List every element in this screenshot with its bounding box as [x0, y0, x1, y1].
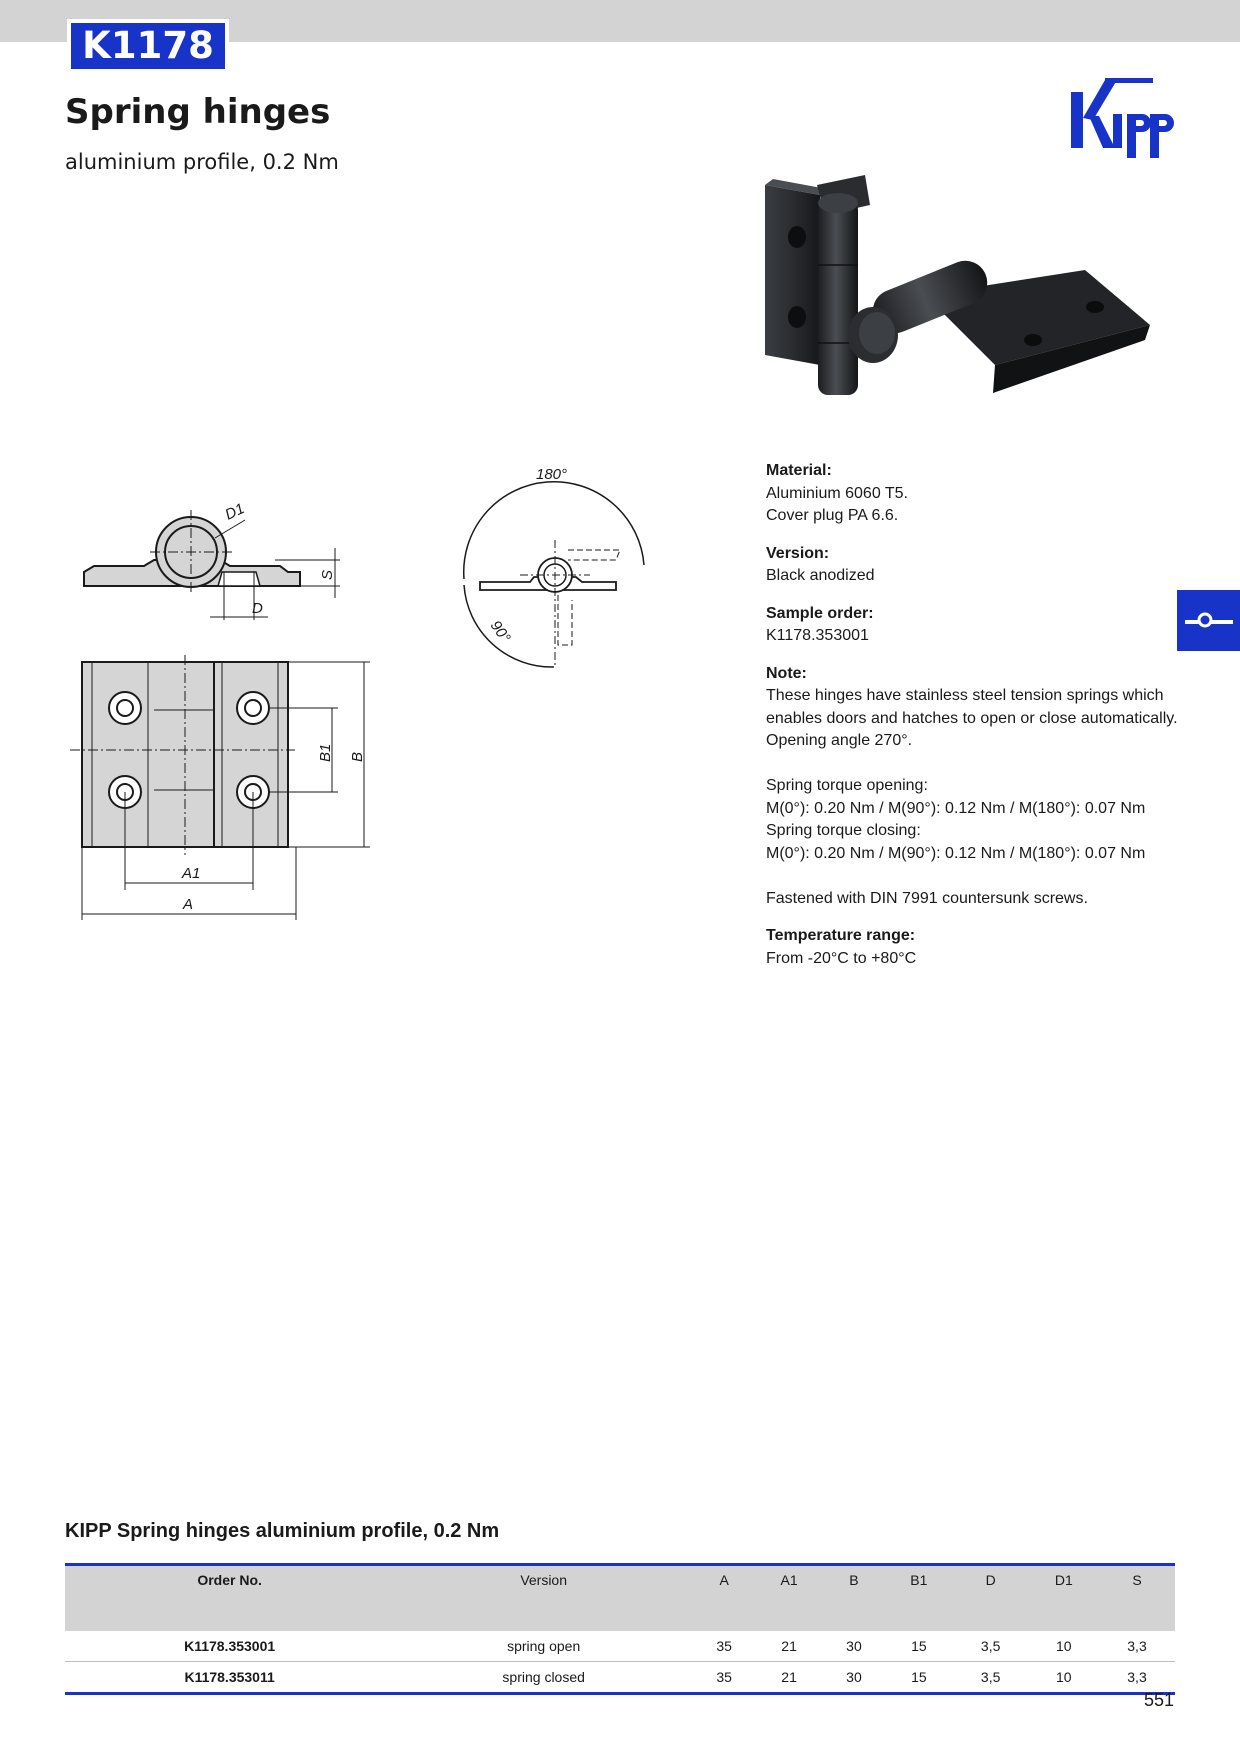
cell-a: 35 [693, 1662, 755, 1694]
cell-b: 30 [823, 1631, 885, 1662]
header-b: B [823, 1565, 885, 1632]
cell-order-no: K1178.353011 [65, 1662, 394, 1694]
fastening-note: Fastened with DIN 7991 countersunk screws. [766, 889, 1088, 907]
header-s: S [1099, 1565, 1175, 1632]
cell-a1: 21 [755, 1662, 823, 1694]
torque-closing-label: Spring torque closing: [766, 822, 921, 839]
torque-closing-value: M(0°): 0.20 Nm / M(90°): 0.12 Nm / M(180°): 0.07 Nm [766, 844, 1146, 862]
version-value: Black anodized [766, 567, 875, 584]
temperature-value: From -20°C to +80°C [766, 949, 917, 967]
torque-opening-label: Spring torque opening: [766, 777, 928, 794]
order-table [65, 1563, 1175, 1695]
sample-order-value: K1178.353001 [766, 627, 869, 644]
page-title: Spring hinges [65, 92, 331, 132]
product-code-badge [67, 19, 229, 73]
cell-order-no: K1178.353001 [65, 1631, 394, 1662]
label-d1: D1 [222, 500, 248, 524]
temperature-label: Temperature range: [766, 927, 916, 944]
cell-version: spring closed [394, 1662, 693, 1694]
version-label: Version: [766, 544, 830, 562]
cell-a: 35 [693, 1631, 755, 1662]
table-title: KIPP Spring hinges aluminium profile, 0.2 Nm [65, 1520, 500, 1542]
cell-s: 3,3 [1099, 1662, 1175, 1694]
product-code: K1178 [71, 23, 225, 69]
material-line-1: Aluminium 6060 T5. [766, 484, 908, 502]
label-angle-180: 180° [536, 466, 568, 483]
cell-d1: 10 [1029, 1631, 1099, 1662]
page-subtitle: aluminium profile, 0.2 Nm [65, 150, 339, 174]
hinge-dimension-drawing [70, 490, 390, 920]
header-b1: B1 [885, 1565, 953, 1632]
note-line-1: These hinges have stainless steel tension springs which [766, 687, 1164, 704]
label-d: D [252, 600, 263, 617]
label-b: B [349, 751, 366, 762]
product-photo [755, 165, 1155, 415]
header-d: D [953, 1565, 1029, 1632]
opening-angle-drawing [450, 455, 670, 680]
note-label: Note: [766, 664, 807, 682]
page-number: 551 [1144, 1690, 1175, 1710]
header-order-no: Order No. [65, 1565, 394, 1632]
header-a1: A1 [755, 1565, 823, 1632]
label-a1: A1 [182, 865, 201, 882]
label-b1: B1 [317, 743, 334, 762]
product-info [766, 460, 1196, 970]
cell-d: 3,5 [953, 1662, 1029, 1694]
torque-opening-value: M(0°): 0.20 Nm / M(90°): 0.12 Nm / M(180°): 0.07 Nm [766, 799, 1146, 817]
label-a: A [183, 896, 194, 913]
table-header-row [65, 1565, 1175, 1632]
cell-a1: 21 [755, 1631, 823, 1662]
cell-s: 3,3 [1099, 1631, 1175, 1662]
cell-b: 30 [823, 1662, 885, 1694]
header-d1: D1 [1029, 1565, 1099, 1632]
material-line-2: Cover plug PA 6.6. [766, 507, 899, 524]
material-label: Material: [766, 462, 832, 479]
cell-b1: 15 [885, 1662, 953, 1694]
table-row [65, 1662, 1175, 1694]
header-a: A [693, 1565, 755, 1632]
note-line-2: enables doors and hatches to open or close automatically. [766, 709, 1178, 727]
cell-d: 3,5 [953, 1631, 1029, 1662]
cell-d1: 10 [1029, 1662, 1099, 1694]
kipp-logo [1065, 74, 1180, 159]
label-angle-90: 90° [486, 617, 514, 646]
cell-b1: 15 [885, 1631, 953, 1662]
cell-version: spring open [394, 1631, 693, 1662]
header-version: Version [394, 1565, 693, 1632]
table-row [65, 1631, 1175, 1662]
note-line-3: Opening angle 270°. [766, 732, 913, 749]
label-s: S [319, 569, 336, 580]
sample-order-label: Sample order: [766, 604, 874, 622]
